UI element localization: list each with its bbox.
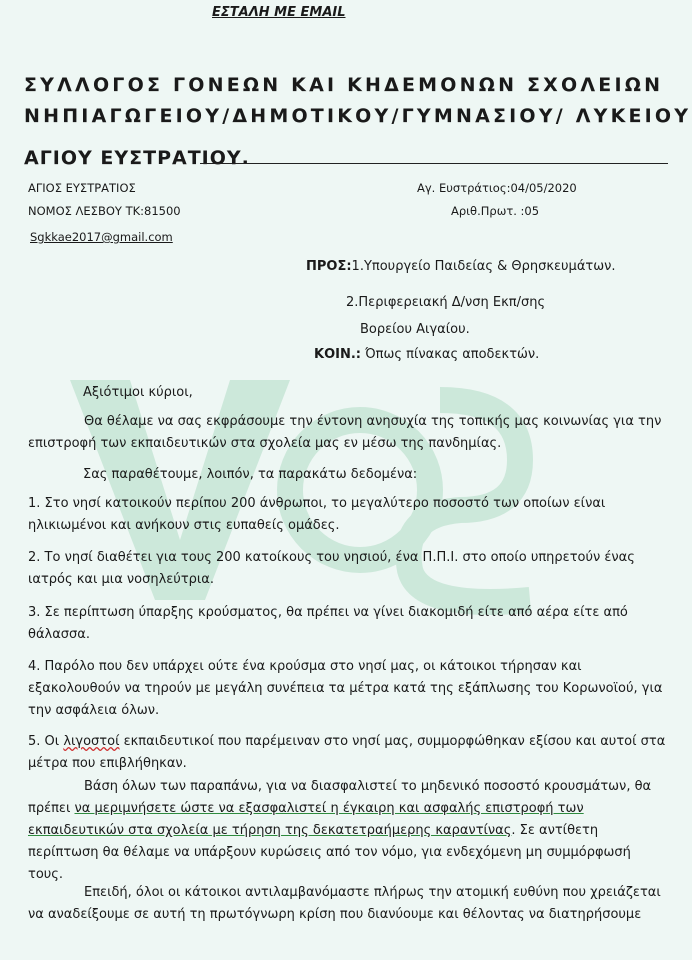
org-name-line-2: ΝΗΠΙΑΓΩΓΕΙΟΥ/ΔΗΜΟΤΙΚΟΥ/ΓΥΜΝΑΣΙΟΥ/ ΛΥΚΕΙΟΥ — [24, 105, 692, 127]
closing-paragraph: Επειδή, όλοι οι κάτοικοι αντιλαμβανόμαστε πλήρως την ατομική ευθύνη που χρειάζεται να αναδείξουμε σε αυτή τη πρωτόγνωρη κρίση που διανύουμε και θέλοντας να διατηρήσουμε — [28, 885, 661, 922]
header-rule — [200, 163, 668, 164]
point-5-end: εκπαιδευτικοί που παρέμειναν στο νησί μας, συμμορφώθηκαν εξίσου και αυτοί στα μέτρα που επιβλήθηκαν. — [28, 734, 666, 771]
intro-paragraph: Θα θέλαμε να σας εκφράσουμε την έντονη ανησυχία της τοπικής μας κοινωνίας για την επιστροφή των εκπαιδευτικών στα σχολεία μας εν μέσω της πανδημίας. — [28, 414, 662, 451]
point-5 — [28, 731, 670, 775]
sender-email-link[interactable]: Sgkkae2017@gmail.com — [30, 230, 173, 244]
point-5-start: 5. Οι — [28, 734, 64, 749]
point-2: 2. Το νησί διαθέτει για τους 200 κατοίκους του νησιού, ένα Π.Π.Ι. στο οποίο υπηρετούν ένας ιατρός και μια νοσηλεύτρια. — [28, 550, 635, 587]
recipient-1-text: 1.Υπουργείο Παιδείας & Θρησκευμάτων. — [351, 259, 616, 274]
pros-label: ΠΡΟΣ: — [306, 259, 352, 274]
cc-line — [314, 347, 539, 362]
request-start: Βάση όλων των παραπάνω, για να διασφαλιστεί το μηδενικό ποσοστό κρουσμάτων, θα πρέπει — [28, 779, 652, 816]
cc-text: Όπως πίνακας αποδεκτών. — [360, 347, 540, 362]
data-intro: Σας παραθέτουμε, λοιπόν, τα παρακάτω δεδομένα: — [83, 467, 418, 482]
recipient-2: 2.Περιφερειακή Δ/νση Εκπ/σης — [346, 295, 546, 310]
recipient-1 — [306, 259, 616, 274]
org-name-line-3: ΑΓΙΟΥ ΕΥΣΤΡΑΤΙΟΥ. — [24, 147, 250, 169]
point-5-spellcheck-word: λιγοστοί — [63, 734, 120, 749]
org-name-line-1: ΣΥΛΛΟΓΟΣ ΓΟΝΕΩΝ ΚΑΙ ΚΗΔΕΜΟΝΩΝ ΣΧΟΛΕΙΩΝ — [24, 74, 664, 96]
greeting: Αξιότιμοι κύριοι, — [83, 385, 193, 400]
sent-by-email-stamp: ΕΣΤΑΛΗ ΜΕ EMAIL — [212, 5, 346, 20]
request-end: . Σε αντίθετη περίπτωση θα θέλαμε να υπάρξουν κυρώσεις από τον νόμο, για ενδεχόμενη μη συμμόρφωσή τους. — [28, 823, 631, 882]
sender-region: ΝΟΜΟΣ ΛΕΣΒΟΥ ΤΚ:81500 — [28, 204, 181, 218]
request-paragraph — [28, 776, 670, 886]
point-3: 3. Σε περίπτωση ύπαρξης κρούσματος, θα πρέπει να γίνει διακομιδή είτε από αέρα είτε από θάλασσα. — [28, 605, 628, 642]
koin-label: ΚΟΙΝ.: — [314, 347, 361, 362]
sender-place: ΑΓΙΟΣ ΕΥΣΤΡΑΤΙΟΣ — [28, 181, 136, 195]
point-4: 4. Παρόλο που δεν υπάρχει ούτε ένα κρούσμα στο νησί μας, οι κάτοικοι τήρησαν και εξακολουθούν να τηρούν με μεγάλη συνέπεια τα μέτρα κατά της εξάπλωσης του Κορωνοϊού, για την ασφάλεια όλων. — [28, 659, 663, 718]
request-underlined: να μεριμνήσετε ώστε να εξασφαλιστεί η έγκαιρη και ασφαλής επιστροφή των εκπαιδευτικών στα σχολεία με τήρηση της δεκατετραήμερης καραντίνας — [28, 801, 584, 838]
letter-date: Αγ. Ευστράτιος:04/05/2020 — [417, 181, 577, 195]
recipient-2-region: Βορείου Αιγαίου. — [360, 322, 470, 337]
point-1: 1. Στο νησί κατοικούν περίπου 200 άνθρωποι, το μεγαλύτερο ποσοστό των οποίων είναι ηλικιωμένοι και ανήκουν στις ευπαθείς ομάδες. — [28, 496, 606, 533]
protocol-number: Αριθ.Πρωτ. :05 — [451, 204, 540, 218]
